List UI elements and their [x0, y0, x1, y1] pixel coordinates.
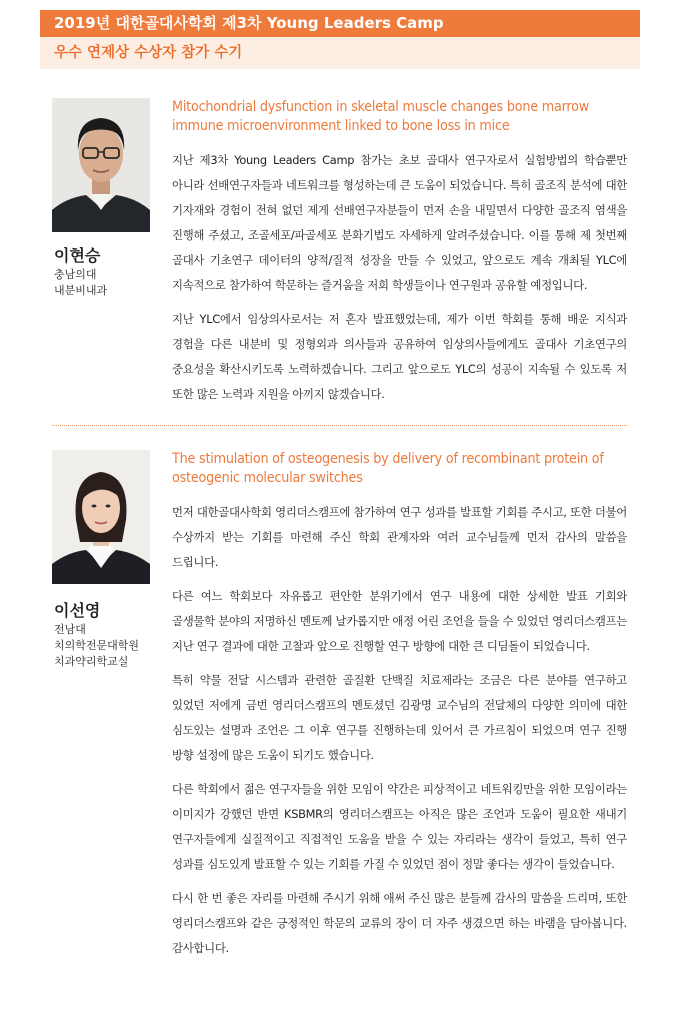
article-paragraph: 특히 약물 전달 시스템과 관련한 골질환 단백질 치료제라는 조금은 다른 분야를 연구하고 있었던 저에게 금번 영리더스캠프의 멘토셨던 김광명 교수님의 전달체의 다양한 의미에 대한 심도있는 설명과 조언은 그 이후 연구를 진행하는데 있어서 큰 가르침이 되었으며 연구 진행 방향 설정에 많은 도움이 되기도 했습니다. [172, 673, 627, 762]
person-name: 이현승 [54, 246, 101, 265]
affiliation-line: 충남의대 [54, 268, 97, 281]
article-1 [172, 98, 627, 416]
article-paragraph: 지난 제3차 Young Leaders Camp 참가는 초보 골대사 연구자로서 실험방법의 학습뿐만 아니라 선배연구자들과 네트워크를 형성하는데 큰 도움이 되었습니다. 특히 골조직 분석에 대한 기자재와 경험이 전혀 없던 제게 선배연구자분들이 먼저 손을 내밀면서 다양한 골조직 염색을 진행해 주셨고, 조골세포/파골세포 분화기법도 자세하게 알려주셨습니다. 이를 통해 제 첫번째 골대사 기초연구 데이터의 양적/질적 성장을 만들 수 있었고, 앞으로도 계속 개최될 YLC에 지속적으로 참가하여 학문하는 즐거움을 저희 학생들이나 연구원과 공유할 예정입니다. [172, 153, 627, 292]
article-paragraph: 다른 학회에서 젊은 연구자들을 위한 모임이 약간은 피상적이고 네트워킹만을 위한 모임이라는 이미지가 강했던 반면 KSBMR의 영리더스캠프는 아직은 많은 조언과 도움이 필요한 새내기 연구자들에게 실질적이고 직접적인 도움을 받을 수 있는 자리라는 생각이 들었고, 특히 연구 성과를 심도있게 발표할 수 있는 기회를 가질 수 있었던 점이 정말 좋다는 생각이 들었습니다. [172, 782, 627, 871]
portrait-photo-lee-hyunseung [52, 98, 150, 232]
affiliation-line: 치의학전문대학원 [54, 639, 140, 652]
affiliation-line: 치과약리학교실 [54, 655, 129, 668]
article-title: The stimulation of osteogenesis by delivery of recombinant protein of osteogenic molecular switches [172, 451, 604, 486]
affiliation-line: 전남대 [54, 623, 86, 636]
article-paragraph: 지난 YLC에서 임상의사로서는 저 혼자 발표했었는데, 제가 이번 학회를 통해 배운 지식과 경험을 다른 내분비 및 정형외과 의사들과 공유하여 임상의사들에게도 골대사 기초연구의 중요성을 확산시키도록 노력하겠습니다. 그리고 앞으로도 YLC의 성공이 지속될 수 있도록 저 또한 많은 노력과 지원을 아끼지 않겠습니다. [172, 312, 627, 401]
article-title: Mitochondrial dysfunction in skeletal muscle changes bone marrow immune microenvironment linked to bone loss in mice [172, 99, 589, 134]
article-paragraph: 다시 한 번 좋은 자리를 마련해 주시기 위해 애써 주신 많은 분들께 감사의 말씀을 드리며, 또한 영리더스캠프와 같은 긍정적인 학문의 교류의 장이 더 자주 생겼으면 하는 바램을 담아봅니다. 감사합니다. [172, 891, 627, 955]
affiliation-line: 내분비내과 [54, 284, 108, 297]
article-paragraph: 다른 여느 학회보다 자유롭고 편안한 분위기에서 연구 내용에 대한 상세한 발표 기회와 골생물학 분야의 저명하신 멘토께 날카롭지만 애정 어린 조언을 들을 수 있었던 영리더스캠프는 지난 연구 결과에 대한 고찰과 앞으로 진행할 연구 방향에 대한 큰 디딤돌이 되었습니다. [172, 589, 627, 653]
portrait-photo-lee-sunyoung [52, 450, 150, 584]
header-title: 2019년 대한골대사학회 제3차 Young Leaders Camp [40, 10, 640, 37]
person-affiliation [54, 267, 107, 299]
section-subtitle: 우수 연제상 수상자 참가 수기 [40, 37, 640, 69]
person-name: 이선영 [54, 601, 101, 620]
person-affiliation [54, 622, 139, 670]
article-2 [172, 450, 627, 970]
article-paragraph: 먼저 대한골대사학회 영리더스캠프에 참가하여 연구 성과를 발표할 기회를 주시고, 또한 더불어 수상까지 받는 기회를 마련해 주신 학회 관계자와 여러 교수님들께 먼저 감사의 말씀을 드립니다. [172, 505, 627, 569]
section-divider [52, 425, 627, 426]
